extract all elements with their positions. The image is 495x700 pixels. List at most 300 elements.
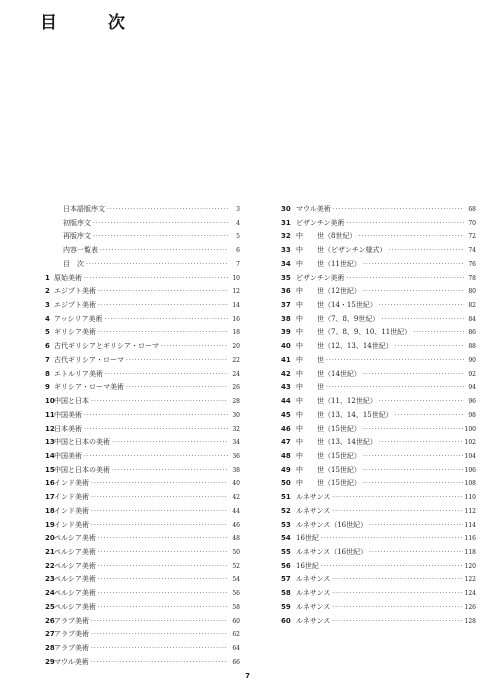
toc-entry-page: 104 [464,452,476,460]
toc-leader-dots [126,381,228,395]
toc-leader-dots [333,203,464,217]
toc-left-column [45,203,240,669]
toc-entry[interactable] [281,423,476,437]
toc-entry-title: 中 世（15世紀） [296,451,361,460]
toc-entry-page: 98 [468,411,476,419]
toc-leader-dots [112,464,228,478]
toc-entry[interactable] [281,601,476,615]
toc-entry-number: 50 [281,479,291,488]
toc-leader-dots [347,272,464,286]
toc-entry-title: ペルシア美術 [54,602,96,611]
toc-entry-page: 34 [232,439,240,447]
toc-entry[interactable] [281,532,476,546]
toc-entry-number: 40 [281,342,291,351]
toc-entry[interactable] [45,340,240,354]
toc-entry-title: ルネサンス [296,506,331,515]
toc-entry[interactable] [281,326,476,340]
toc-entry[interactable] [281,217,476,231]
toc-entry[interactable] [281,258,476,272]
toc-entry-title: ペルシア美術 [54,547,96,556]
toc-entry-page: 52 [232,562,240,570]
toc-entry-number: 23 [45,575,55,584]
toc-entry[interactable] [281,285,476,299]
toc-entry[interactable] [45,546,240,560]
toc-entry[interactable] [45,299,240,313]
toc-leader-dots [363,477,463,491]
toc-entry-number: 35 [281,273,291,282]
toc-entry-page: 68 [468,206,476,213]
toc-leader-dots [363,423,463,437]
toc-entry-number: 22 [45,561,55,570]
toc-entry-number: 57 [281,575,291,584]
toc-entry-page: 18 [232,329,240,337]
toc-leader-dots [84,450,228,464]
toc-entry[interactable] [45,656,240,670]
toc-entry-page: 58 [232,603,240,611]
toc-entry-page: 70 [468,219,476,227]
toc-entry-title: ルネサンス [296,602,331,611]
toc-leader-dots [363,368,464,382]
toc-entry-page: 116 [464,535,476,543]
toc-leader-dots [321,560,463,574]
toc-entry-page: 96 [468,398,476,406]
toc-entry-page: 72 [468,233,476,241]
toc-entry[interactable] [281,299,476,313]
toc-leader-dots [91,491,228,505]
page-title: 目 次 [40,13,142,33]
toc-entry[interactable] [45,464,240,478]
toc-entry-number: 31 [281,218,291,227]
toc-entry-title: 原始美術 [54,273,82,282]
toc-entry[interactable] [45,258,240,272]
toc-entry-page: 42 [232,494,240,502]
toc-entry-title: 目 次 [63,259,84,268]
toc-entry-title: ルネサンス [296,493,331,502]
toc-leader-dots [98,285,228,299]
toc-entry-title: 中 世（13、14世紀） [296,438,377,447]
toc-entry-number: 14 [45,451,55,460]
toc-entry[interactable] [45,272,240,286]
toc-entry-title: ギリシア美術 [54,328,96,337]
toc-entry-number: 37 [281,301,291,310]
toc-entry-title: 中 世（14・15世紀） [296,301,377,310]
toc-leader-dots [91,615,228,629]
toc-leader-dots [332,573,462,587]
toc-entry-title: 中 世（12、13、14世紀） [296,342,393,351]
toc-entry-page: 40 [232,480,240,488]
toc-entry[interactable] [281,381,476,395]
toc-entry-page: 122 [464,576,476,584]
toc-leader-dots [98,601,228,615]
toc-entry[interactable] [281,244,476,258]
toc-leader-dots [332,505,462,519]
toc-leader-dots [363,464,463,478]
toc-entry-title: ルネサンス [296,575,331,584]
toc-entry[interactable] [281,491,476,505]
toc-entry-number: 45 [281,410,291,419]
toc-entry-title: 中国美術 [54,451,82,460]
toc-entry-page: 118 [464,548,476,556]
toc-entry-page: 128 [464,617,476,625]
toc-entry-page: 20 [232,343,240,351]
toc-entry[interactable] [45,230,240,244]
toc-entry-number: 30 [281,205,291,213]
toc-entry-title: 中 世（7、8、9世紀） [296,314,380,323]
toc-leader-dots [98,299,228,313]
toc-entry-title: 日本美術 [54,424,82,433]
toc-entry[interactable] [281,436,476,450]
toc-entry-number: 60 [281,616,291,625]
toc-entry[interactable] [45,354,240,368]
toc-entry-number: 41 [281,355,291,364]
toc-entry-page: 44 [232,507,240,515]
toc-entry-page: 84 [468,315,476,323]
toc-entry-page: 60 [232,617,240,625]
toc-leader-dots [363,450,463,464]
toc-entry-page: 112 [464,507,476,515]
toc-leader-dots [379,395,464,409]
toc-entry-title: 中 世（15世紀） [296,479,361,488]
toc-entry-title: ルネサンス [296,616,331,625]
toc-leader-dots [321,532,463,546]
toc-entry[interactable] [281,409,476,423]
toc-leader-dots [107,203,228,217]
toc-entry-title: 古代ギリシアとギリシア・ローマ [54,342,159,351]
toc-entry-title: 中 世 [296,355,324,364]
toc-leader-dots [91,628,228,642]
toc-entry-title: マウル美術 [296,205,331,213]
toc-entry-page: 108 [464,480,476,488]
toc-entry-number: 24 [45,589,55,598]
toc-entry-page: 6 [236,247,240,255]
toc-entry-number: 53 [281,520,291,529]
toc-leader-dots [395,409,464,423]
toc-entry-title: マウル美術 [54,657,89,666]
toc-entry-title: 中 世（15世紀） [296,465,361,474]
toc-leader-dots [389,244,464,258]
toc-entry-page: 54 [232,576,240,584]
toc-entry-page: 78 [468,274,476,282]
toc-entry-title: 中国と日本の美術 [54,438,110,447]
toc-entry-title: 16世紀 [296,534,319,543]
toc-leader-dots [98,560,228,574]
toc-entry-page: 48 [232,535,240,543]
toc-entry-page: 7 [236,260,240,268]
toc-entry-title: 初版序文 [63,218,91,227]
toc-leader-dots [126,354,228,368]
toc-entry-page: 82 [468,302,476,310]
toc-entry[interactable] [45,505,240,519]
toc-entry[interactable] [281,505,476,519]
toc-entry[interactable] [45,601,240,615]
toc-entry-number: 26 [45,616,55,625]
toc-entry-title: アッシリア美術 [54,314,103,323]
toc-entry-number: 17 [45,493,55,502]
toc-entry-number: 52 [281,506,291,515]
toc-leader-dots [358,230,464,244]
toc-entry-title: 中 世（ビザンチン様式） [296,246,387,255]
toc-entry[interactable] [45,450,240,464]
toc-entry-number: 11 [45,410,55,419]
toc-entry-title: ルネサンス [296,589,331,598]
toc-entry[interactable] [281,340,476,354]
toc-entry[interactable] [281,450,476,464]
toc-entry-title: エジプト美術 [54,301,96,310]
toc-entry-title: 中 世（13、14、15世紀） [296,410,393,419]
toc-entry-title: ペルシア美術 [54,534,96,543]
toc-leader-dots [369,519,462,533]
toc-entry-number: 51 [281,493,291,502]
toc-entry-title: インド美術 [54,479,89,488]
toc-entry[interactable] [45,409,240,423]
toc-entry-number: 56 [281,561,291,570]
toc-entry-title: ギリシア・ローマ美術 [54,383,124,392]
toc-leader-dots [91,505,228,519]
toc-leader-dots [93,230,228,244]
toc-entry-title: 内容一覧表 [63,246,98,255]
toc-entry-page: 12 [232,288,240,296]
toc-entry-page: 3 [236,206,240,213]
toc-entry-page: 14 [232,302,240,310]
toc-leader-dots [86,258,228,272]
toc-entry-page: 26 [232,384,240,392]
toc-entry-title: 中 世（12世紀） [296,287,361,296]
toc-leader-dots [91,642,228,656]
toc-leader-dots [98,326,228,340]
toc-entry[interactable] [281,615,476,629]
toc-leader-dots [379,299,464,313]
toc-leader-dots [363,285,464,299]
toc-entry-number: 13 [45,438,55,447]
toc-leader-dots [381,313,464,327]
toc-entry-page: 102 [464,439,476,447]
toc-entry-page: 66 [232,658,240,666]
toc-leader-dots [161,340,228,354]
toc-entry-title: インド美術 [54,493,89,502]
toc-leader-dots [98,546,228,560]
toc-entry[interactable] [45,203,240,217]
toc-leader-dots [326,381,464,395]
toc-entry-title: エトルリア美術 [54,369,103,378]
toc-entry-page: 64 [232,645,240,652]
toc-entry-number: 39 [281,328,291,337]
toc-entry-number: 29 [45,657,55,666]
toc-entry[interactable] [45,587,240,601]
toc-entry[interactable] [281,368,476,382]
toc-entry-number: 6 [45,342,50,351]
toc-entry[interactable] [45,423,240,437]
toc-entry-title: アラブ美術 [54,644,89,652]
toc-entry[interactable] [45,642,240,656]
toc-entry-page: 114 [464,521,476,529]
toc-leader-dots [98,587,228,601]
toc-entry-number: 12 [45,424,55,433]
toc-entry-page: 38 [232,466,240,474]
toc-entry[interactable] [281,573,476,587]
toc-entry-page: 126 [464,603,476,611]
toc-entry[interactable] [45,628,240,642]
toc-entry-number: 49 [281,465,291,474]
toc-leader-dots [379,436,463,450]
toc-entry-page: 22 [232,356,240,364]
toc-leader-dots [84,409,228,423]
toc-entry-title: 16世紀 [296,561,319,570]
toc-leader-dots [84,272,228,286]
toc-entry-page: 4 [236,219,240,227]
toc-entry[interactable] [45,313,240,327]
toc-entry[interactable] [45,519,240,533]
toc-entry[interactable] [45,368,240,382]
toc-entry[interactable] [45,395,240,409]
toc-leader-dots [332,615,462,629]
toc-entry-page: 46 [232,521,240,529]
toc-entry-page: 24 [232,370,240,378]
toc-leader-dots [91,519,228,533]
toc-entry[interactable] [281,230,476,244]
toc-entry-number: 9 [45,383,50,392]
toc-entry-number: 54 [281,534,291,543]
toc-leader-dots [332,587,462,601]
toc-entry-page: 90 [468,356,476,364]
toc-entry-title: 中国美術 [54,410,82,419]
toc-entry-title: 中 世（11、12世紀） [296,397,377,406]
toc-entry-number: 2 [45,287,50,296]
toc-entry[interactable] [45,477,240,491]
toc-entry-page: 110 [464,494,476,502]
toc-entry-title: ビザンチン美術 [296,273,345,282]
toc-entry[interactable] [45,532,240,546]
toc-entry-number: 34 [281,259,291,268]
toc-entry[interactable] [281,587,476,601]
toc-entry[interactable] [45,615,240,629]
toc-entry-title: ルネサンス（16世紀） [296,547,368,556]
toc-entry-title: インド美術 [54,520,89,529]
toc-leader-dots [91,477,228,491]
toc-leader-dots [112,436,228,450]
toc-entry-number: 18 [45,506,55,515]
toc-entry[interactable] [281,477,476,491]
toc-entry[interactable] [281,313,476,327]
toc-entry-title: ペルシア美術 [54,561,96,570]
toc-entry-number: 47 [281,438,291,447]
toc-leader-dots [413,326,464,340]
toc-entry[interactable] [45,285,240,299]
toc-leader-dots [369,546,462,560]
toc-entry-number: 27 [45,630,55,639]
toc-entry-number: 3 [45,301,50,310]
toc-entry-number: 48 [281,451,291,460]
toc-entry[interactable] [281,272,476,286]
toc-leader-dots [91,395,228,409]
toc-entry-page: 100 [464,425,476,433]
toc-right-column [281,203,476,628]
toc-entry-number: 44 [281,397,291,406]
toc-entry[interactable] [45,326,240,340]
toc-entry-title: 中国と日本の美術 [54,465,110,474]
toc-entry-title: 中 世（7、8、9、10、11世紀） [296,328,412,337]
toc-entry-title: エジプト美術 [54,287,96,296]
toc-entry[interactable] [281,560,476,574]
toc-leader-dots [332,491,462,505]
toc-entry-number: 19 [45,520,55,529]
toc-entry-number: 59 [281,602,291,611]
toc-entry-number: 15 [45,465,55,474]
toc-leader-dots [93,217,228,231]
toc-entry-page: 32 [232,425,240,433]
toc-entry-number: 32 [281,232,291,241]
toc-entry-number: 10 [45,397,55,406]
toc-entry-number: 1 [45,273,50,282]
toc-entry[interactable] [45,491,240,505]
toc-entry[interactable] [45,244,240,258]
toc-entry-page: 94 [468,384,476,392]
toc-entry-number: 33 [281,246,291,255]
toc-entry-number: 28 [45,644,55,652]
toc-entry-page: 30 [232,411,240,419]
toc-entry[interactable] [45,217,240,231]
toc-entry-page: 80 [468,288,476,296]
toc-entry-page: 88 [468,343,476,351]
toc-entry-page: 92 [468,370,476,378]
toc-entry-number: 42 [281,369,291,378]
toc-entry[interactable] [281,519,476,533]
toc-entry[interactable] [45,381,240,395]
toc-leader-dots [326,354,464,368]
toc-entry-page: 36 [232,452,240,460]
toc-entry-title: ペルシア美術 [54,575,96,584]
toc-entry-title: 日本語版序文 [63,205,105,213]
toc-entry-number: 25 [45,602,55,611]
toc-entry-page: 74 [468,247,476,255]
toc-entry-title: 中 世（14世紀） [296,369,361,378]
toc-entry-title: インド美術 [54,506,89,515]
toc-entry-number: 58 [281,589,291,598]
toc-entry-page: 124 [464,590,476,598]
toc-entry[interactable] [281,546,476,560]
toc-entry-title: ルネサンス（16世紀） [296,520,368,529]
toc-leader-dots [332,601,462,615]
toc-entry[interactable] [45,573,240,587]
toc-leader-dots [363,258,464,272]
toc-entry-page: 5 [236,233,240,241]
toc-entry-number: 36 [281,287,291,296]
toc-entry-number: 46 [281,424,291,433]
page-number: 7 [245,672,250,680]
toc-entry[interactable] [45,560,240,574]
toc-entry-page: 106 [464,466,476,474]
toc-entry-title: 中 世（11世紀） [296,259,361,268]
toc-entry-page: 28 [232,398,240,406]
toc-entry-title: ペルシア美術 [54,589,96,598]
toc-entry-page: 10 [232,274,240,282]
toc-entry-number: 20 [45,534,55,543]
toc-entry-page: 76 [468,260,476,268]
toc-entry-number: 38 [281,314,291,323]
toc-leader-dots [100,244,228,258]
toc-entry[interactable] [281,203,476,217]
toc-leader-dots [347,217,464,231]
toc-entry-page: 50 [232,548,240,556]
toc-entry-number: 4 [45,314,50,323]
toc-entry[interactable] [45,436,240,450]
toc-entry-title: 中国と日本 [54,397,89,406]
toc-entry[interactable] [281,354,476,368]
toc-entry-number: 21 [45,547,55,556]
toc-entry[interactable] [281,464,476,478]
toc-entry[interactable] [281,395,476,409]
toc-entry-page: 56 [232,590,240,598]
toc-leader-dots [105,368,228,382]
